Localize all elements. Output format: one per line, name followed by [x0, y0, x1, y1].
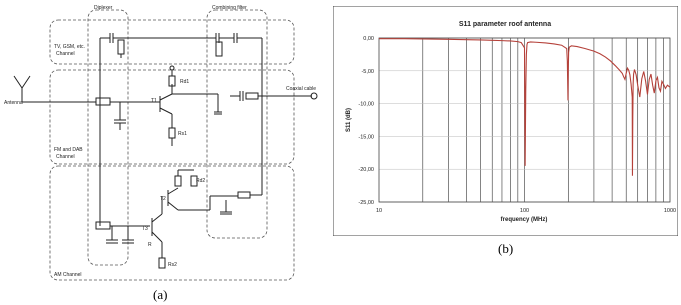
y-tick-label: 0,00 — [363, 36, 374, 42]
label-diplexer: Diplexer — [94, 5, 113, 11]
s11-chart — [333, 6, 678, 236]
circuit-schematic — [0, 0, 330, 290]
figure-b-caption: (b) — [498, 241, 514, 256]
y-tick-label: -15,00 — [358, 134, 374, 141]
label-antenna: Antenna — [4, 100, 23, 106]
label-tv-channel-line-1: TV, GSM, etc. — [54, 44, 85, 50]
combiner-inductor — [216, 42, 222, 56]
resistor-rd2 — [175, 176, 181, 186]
y-tick-label: -5,00 — [361, 68, 374, 75]
label-rd1: Rd1 — [180, 79, 190, 85]
y-axis-label: S11 (dB) — [346, 107, 352, 133]
chart-title: S11 parameter roof antenna — [458, 21, 552, 28]
output-inductor — [246, 93, 258, 99]
x-axis-label: frequency (MHz) — [500, 217, 548, 223]
y-tick-label: -20,00 — [358, 167, 374, 174]
antenna-symbol — [14, 76, 62, 102]
label-rd2: Rd2 — [196, 178, 206, 184]
y-tick-label: -25,00 — [358, 200, 374, 206]
label-rs1: Rs1 — [178, 131, 187, 137]
am-inductor — [96, 222, 110, 229]
resistor-rs2 — [159, 258, 165, 268]
label-am-channel: AM Channel — [54, 272, 82, 278]
input-inductor — [96, 98, 110, 105]
y-tick-label: -10,00 — [358, 101, 374, 108]
label-combining-filter: Combining filter — [212, 5, 247, 11]
label-rs2: Rs2 — [168, 262, 177, 268]
label-tv-channel-line-2: Channel — [56, 51, 75, 57]
resistor-rs1 — [169, 128, 175, 138]
tv-inductor — [118, 40, 124, 54]
diplexer-box — [88, 10, 128, 265]
figure-a-caption: (a) — [153, 287, 168, 302]
x-tick-label: 100 — [519, 208, 530, 214]
x-tick-label: 1000 — [663, 208, 677, 214]
label-t1: T1 — [151, 98, 157, 104]
label-t3: T3 — [142, 226, 148, 232]
label-fm-channel-line-2: Channel — [56, 154, 75, 160]
label-coaxial-cable: Coaxial cable — [286, 86, 317, 92]
label-t2: T2 — [160, 196, 166, 202]
label-fm-channel-line-1: FM and DAB — [54, 147, 83, 153]
x-tick-label: 10 — [375, 208, 383, 214]
label-r: R — [148, 242, 152, 248]
tv-channel-box — [50, 20, 294, 64]
